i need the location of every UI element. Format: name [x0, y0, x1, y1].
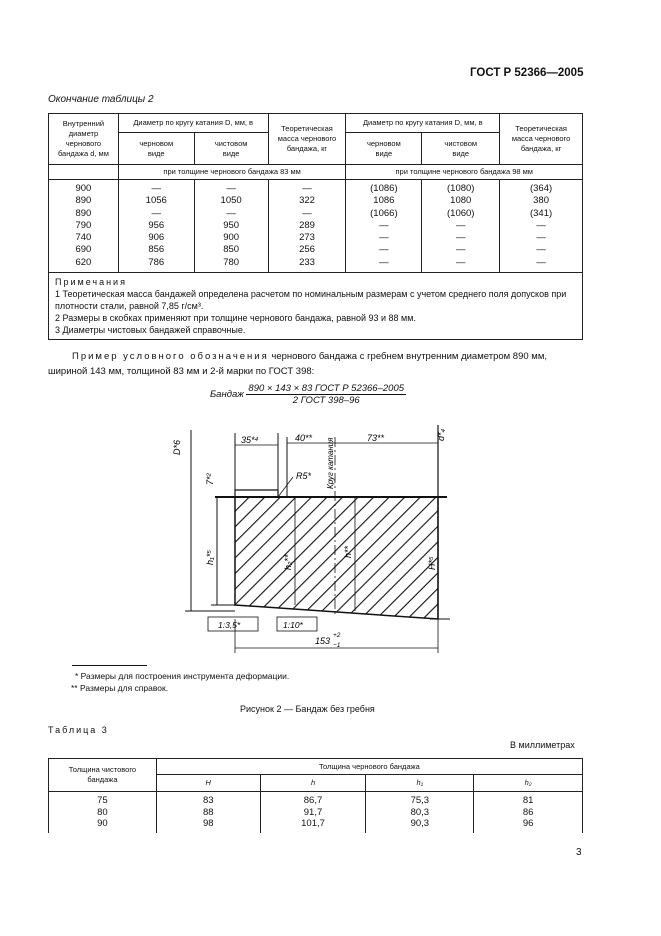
table-row [49, 244, 583, 256]
table-cell: (1060) [422, 208, 500, 220]
table-row [49, 792, 583, 807]
example-text: чернового бандажа с гребнем внутренним диаметром 890 мм, шириной 143 мм, толщиной 83 мм и 2-й марки по ГОСТ 398: [48, 351, 547, 377]
label-h2: h₂** [283, 554, 293, 570]
table-cell: 75 [49, 792, 157, 807]
table-cell: 86,7 [260, 792, 366, 807]
col-rough-98: черновом виде [346, 133, 422, 165]
table-cell: 91,7 [260, 807, 366, 819]
table-cell: — [118, 208, 194, 220]
label-H: H*⁵ [427, 556, 437, 570]
table-cell: — [422, 232, 500, 244]
table-cell: (341) [500, 208, 583, 220]
dim-73: 73** [367, 433, 385, 443]
table-cell: — [346, 220, 422, 232]
table-cell: 83 [156, 792, 260, 807]
table-cell: 690 [49, 244, 119, 256]
group-diameter-83: Диаметр по кругу катания D, мм, в [118, 114, 268, 133]
table-cell: 233 [268, 257, 346, 273]
table-cell: 90,3 [366, 818, 474, 833]
table-cell: — [500, 257, 583, 273]
table-row [49, 208, 583, 220]
col-mass-98: Теоретическая масса чернового бандажа, кг [500, 114, 583, 165]
table-row [49, 180, 583, 196]
table-cell: 1086 [346, 195, 422, 207]
table-cell: 786 [118, 257, 194, 273]
col-H: H [156, 775, 260, 792]
dim-153-upper: +2 [333, 632, 341, 639]
table-row [49, 232, 583, 244]
label-d: d*₄ [436, 428, 446, 441]
table-cell: (1066) [346, 208, 422, 220]
table-cell: 850 [194, 244, 268, 256]
table-row [49, 818, 583, 833]
table3-caption: Таблица 3 [48, 725, 109, 735]
taper-2: 1:10* [283, 620, 303, 630]
table-cell: 75,3 [366, 792, 474, 807]
table-cell: 950 [194, 220, 268, 232]
dim-35: 35*⁴ [241, 435, 259, 445]
note-2: 2 Размеры в скобках применяют при толщине чернового бандажа, равной 93 и 88 мм. [55, 313, 416, 324]
table-cell: 96 [474, 818, 583, 833]
table-cell: 900 [49, 180, 119, 196]
table2-caption: Окончание таблицы 2 [48, 94, 154, 105]
table-cell: 890 [49, 195, 119, 207]
table-cell: 956 [118, 220, 194, 232]
table-cell: 101,7 [260, 818, 366, 833]
section-hatch [235, 497, 438, 619]
standard-header: ГОСТ Р 52366—2005 [470, 67, 584, 79]
table-cell: 780 [194, 257, 268, 273]
table-cell: 790 [49, 220, 119, 232]
table-2 [48, 113, 583, 340]
table-3 [48, 758, 583, 833]
dim-153-lower: −1 [333, 642, 341, 649]
thickness-98-label: при толщине чернового бандажа 98 мм [346, 165, 583, 180]
table-cell: — [118, 180, 194, 196]
thickness-83-label: при толщине чернового бандажа 83 мм [118, 165, 346, 180]
footnote-1: * Размеры для построения инструмента деформации. [75, 671, 290, 681]
table-cell: — [346, 257, 422, 273]
col-finish-98: чистовом виде [422, 133, 500, 165]
table-row [49, 220, 583, 232]
table-cell: 1056 [118, 195, 194, 207]
dim-153: 153 [315, 636, 331, 646]
table-cell: — [422, 220, 500, 232]
col-finish-83: чистовом виде [194, 133, 268, 165]
col-inner-diameter: Внутренний диаметр чернового бандажа d, мм [49, 114, 119, 165]
table-cell: — [346, 232, 422, 244]
label-krug: Круг катания [326, 437, 335, 489]
table-cell: 890 [49, 208, 119, 220]
table-cell: 289 [268, 220, 346, 232]
group-diameter-98: Диаметр по кругу катания D, мм, в [346, 114, 500, 133]
table-cell: 380 [500, 195, 583, 207]
table-cell: — [346, 244, 422, 256]
taper-1: 1:3,5* [218, 620, 241, 630]
table-cell: — [500, 220, 583, 232]
dim-40: 40** [295, 433, 313, 443]
table-cell: (364) [500, 180, 583, 196]
label-D: D*6 [172, 439, 182, 455]
table-cell: — [422, 244, 500, 256]
table-cell: 98 [156, 818, 260, 833]
label-h1: h₁*⁵ [205, 549, 215, 565]
table-cell: (1080) [422, 180, 500, 196]
table-cell: — [194, 208, 268, 220]
table-cell: 1050 [194, 195, 268, 207]
col-mass-83: Теоретическая масса чернового бандажа, кг [268, 114, 346, 165]
note-1: 1 Теоретическая масса бандажей определена расчетом по номинальным размерам с учетом среднего поля допусков при плотности стали, равной 7,85 г/см³. [55, 289, 567, 312]
col-rough-83: черновом виде [118, 133, 194, 165]
table-row [49, 807, 583, 819]
table-cell: 80 [49, 807, 157, 819]
page-number: 3 [576, 847, 582, 858]
dim-7: 7*² [205, 473, 215, 485]
formula-denominator: 2 ГОСТ 398–96 [292, 395, 360, 406]
table-cell: 81 [474, 792, 583, 807]
table-cell: — [268, 180, 346, 196]
table-row [49, 257, 583, 273]
group-rough-thickness: Толщина чернового бандажа [156, 759, 582, 775]
label-hstar: h** [343, 545, 353, 558]
figure-caption: Рисунок 2 — Бандаж без гребня [240, 704, 375, 714]
note-3: 3 Диаметры чистовых бандажей справочные. [55, 325, 246, 336]
table-cell: 256 [268, 244, 346, 256]
table-cell: 1080 [422, 195, 500, 207]
table-cell: 80,3 [366, 807, 474, 819]
dim-r5: R5* [296, 471, 312, 481]
footnote-2: ** Размеры для справок. [71, 683, 169, 693]
col-finish-thickness: Толщина чистового бандажа [49, 759, 157, 792]
table-cell: 273 [268, 232, 346, 244]
table-cell: 906 [118, 232, 194, 244]
designation-formula [210, 383, 406, 406]
table-cell: 90 [49, 818, 157, 833]
col-h2: h₂ [474, 775, 583, 792]
table-cell: (1086) [346, 180, 422, 196]
table-cell: — [268, 208, 346, 220]
table3-unit: В миллиметрах [510, 740, 575, 750]
table-cell: 86 [474, 807, 583, 819]
table-cell: 620 [49, 257, 119, 273]
designation-example [48, 349, 583, 379]
table-cell: 322 [268, 195, 346, 207]
col-h1: h₁ [366, 775, 474, 792]
table-row [49, 195, 583, 207]
table-cell: 740 [49, 232, 119, 244]
table-cell: 88 [156, 807, 260, 819]
notes-title: Примечания [55, 277, 127, 288]
tyre-drawing [172, 415, 460, 660]
table-cell: — [500, 244, 583, 256]
table-cell: 900 [194, 232, 268, 244]
table-cell: — [500, 232, 583, 244]
table-cell: 856 [118, 244, 194, 256]
formula-word: Бандаж [210, 389, 244, 401]
example-lead: Пример условного обозначения [72, 351, 269, 362]
table-cell: — [194, 180, 268, 196]
table-cell: — [422, 257, 500, 273]
formula-numerator: 890 × 143 × 83 ГОСТ Р 52366–2005 [248, 383, 405, 394]
col-h: h [260, 775, 366, 792]
footnote-rule [72, 665, 147, 666]
